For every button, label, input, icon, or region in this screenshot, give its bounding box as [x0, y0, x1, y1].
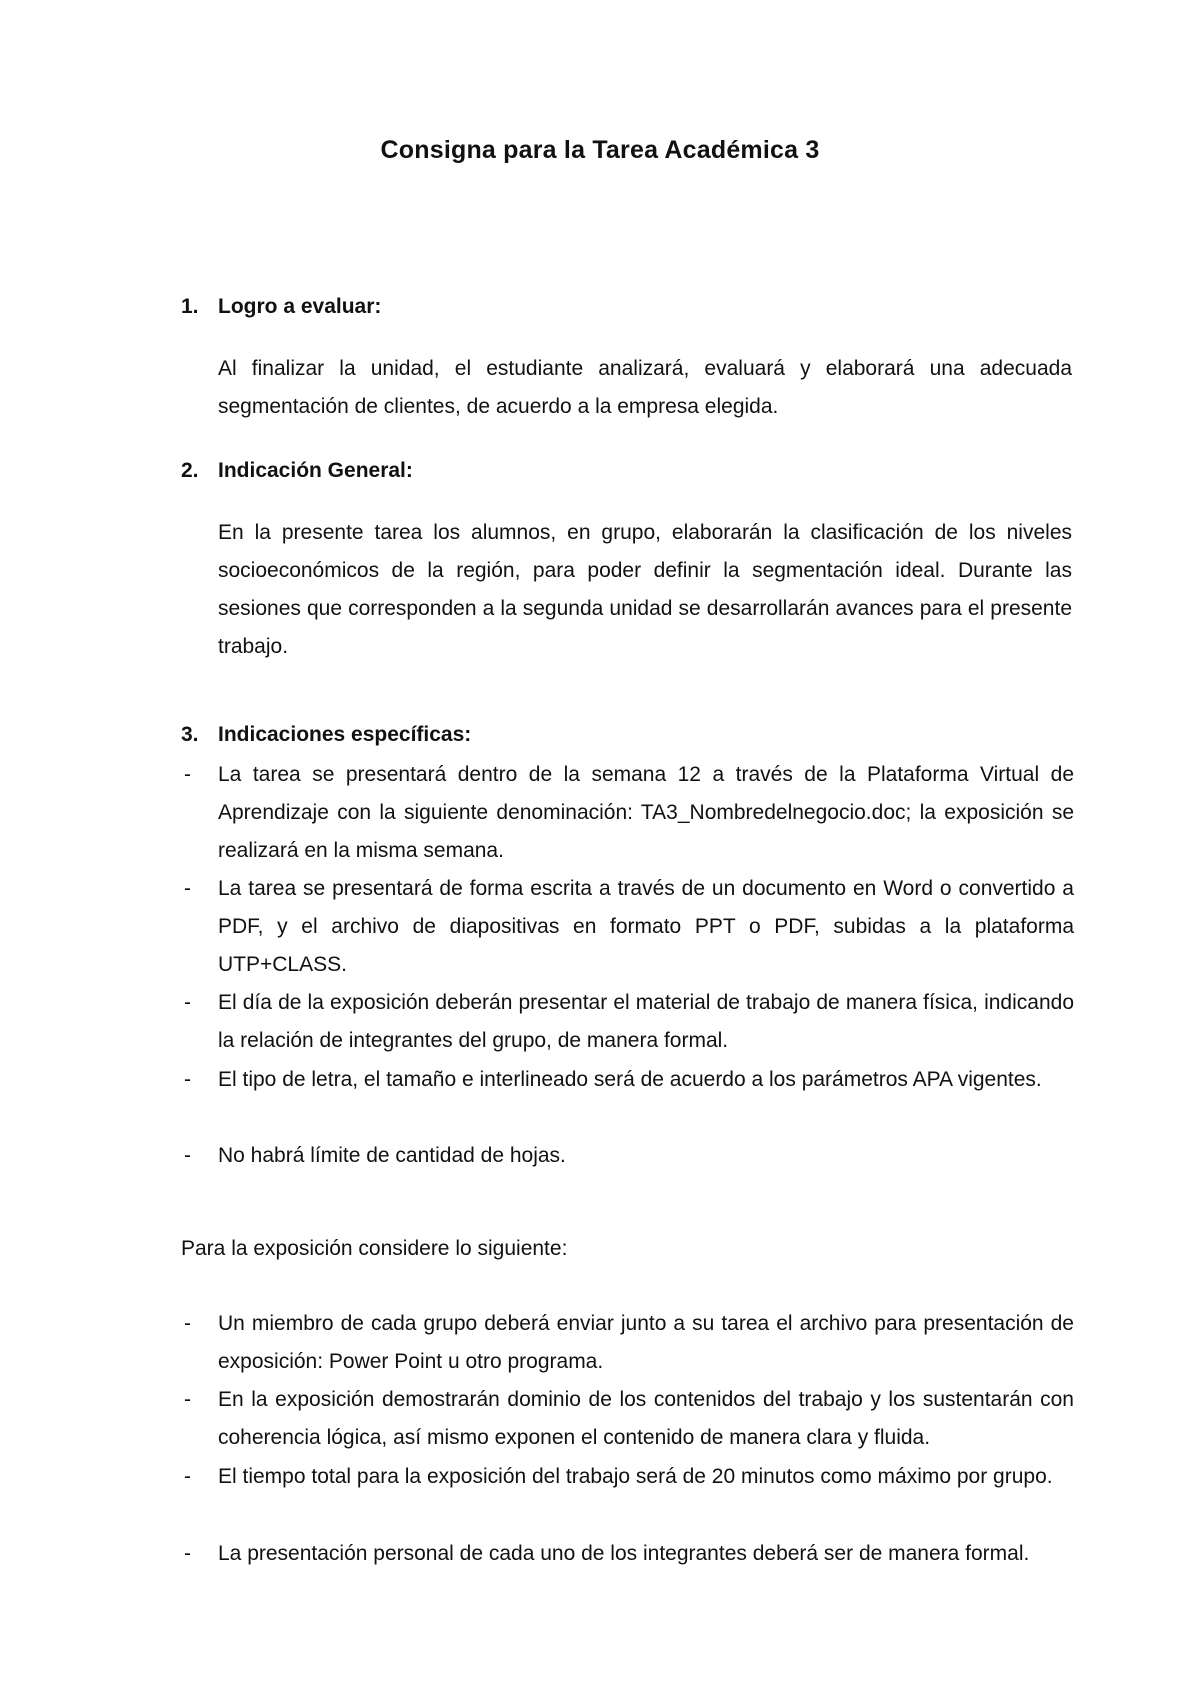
- list-item-text: En la exposición demostrarán dominio de los contenidos del trabajo y los sustentarán con coherencia lógica, así mismo exponen el contenido de manera clara y fluida.: [218, 1388, 1074, 1449]
- document-title: Consigna para la Tarea Académica 3: [380, 136, 820, 164]
- bullet-dash: -: [184, 991, 191, 1014]
- list-item-text: Un miembro de cada grupo deberá enviar junto a su tarea el archivo para presentación de exposición: Power Point u otro programa.: [218, 1312, 1074, 1373]
- section-number: 2.: [181, 459, 199, 482]
- bullet-dash: -: [184, 1312, 191, 1335]
- list-item-text: La tarea se presentará de forma escrita a través de un documento en Word o convertido a PDF, y el archivo de diapositivas en formato PPT o PDF, subidas a la plataforma UTP+CLASS.: [218, 877, 1074, 976]
- bullet-dash: -: [184, 1465, 191, 1488]
- list-item: [184, 870, 1074, 984]
- list-item: [184, 1458, 1074, 1496]
- list-item: [184, 1381, 1074, 1457]
- list-item-text: El tipo de letra, el tamaño e interlineado será de acuerdo a los parámetros APA vigentes.: [218, 1068, 1042, 1091]
- list-item: [184, 1137, 1074, 1175]
- section-2-text: En la presente tarea los alumnos, en grupo, elaborarán la clasificación de los niveles socioeconómicos de la región, para poder definir la segmentación ideal. Durante las sesiones que corresponden a la segunda unidad se desarrollarán avances para el presente trabajo.: [218, 521, 1072, 658]
- list-item: [184, 1305, 1074, 1381]
- section-1-text: Al finalizar la unidad, el estudiante analizará, evaluará y elaborará una adecuada segmentación de clientes, de acuerdo a la empresa elegida.: [218, 357, 1072, 418]
- list-item-text: El tiempo total para la exposición del trabajo será de 20 minutos como máximo por grupo.: [218, 1465, 1053, 1488]
- list-item: [184, 756, 1074, 870]
- bullet-dash: -: [184, 1542, 191, 1565]
- section-title: Logro a evaluar:: [218, 295, 382, 318]
- bullet-dash: -: [184, 1068, 191, 1091]
- section-number: 3.: [181, 723, 199, 746]
- section-title: Indicación General:: [218, 459, 413, 482]
- list-item: [184, 1061, 1074, 1099]
- list-item-text: El día de la exposición deberán presentar el material de trabajo de manera física, indicando la relación de integrantes del grupo, de manera formal.: [218, 991, 1074, 1052]
- bullet-dash: -: [184, 877, 191, 900]
- section-number: 1.: [181, 295, 199, 318]
- bullet-dash: -: [184, 1144, 191, 1167]
- bullet-dash: -: [184, 1388, 191, 1411]
- list-item-text: La presentación personal de cada uno de los integrantes deberá ser de manera formal.: [218, 1542, 1030, 1565]
- exposition-intro: Para la exposición considere lo siguiente:: [181, 1237, 568, 1260]
- list-item-text: La tarea se presentará dentro de la semana 12 a través de la Plataforma Virtual de Aprendizaje con la siguiente denominación: TA3_Nombredelnegocio.doc; la exposición se realizará en la misma semana.: [218, 763, 1074, 862]
- bullet-dash: -: [184, 763, 191, 786]
- list-item-text: No habrá límite de cantidad de hojas.: [218, 1144, 566, 1167]
- list-item: [184, 1535, 1074, 1573]
- list-item: [184, 984, 1074, 1060]
- section-title: Indicaciones específicas:: [218, 723, 472, 746]
